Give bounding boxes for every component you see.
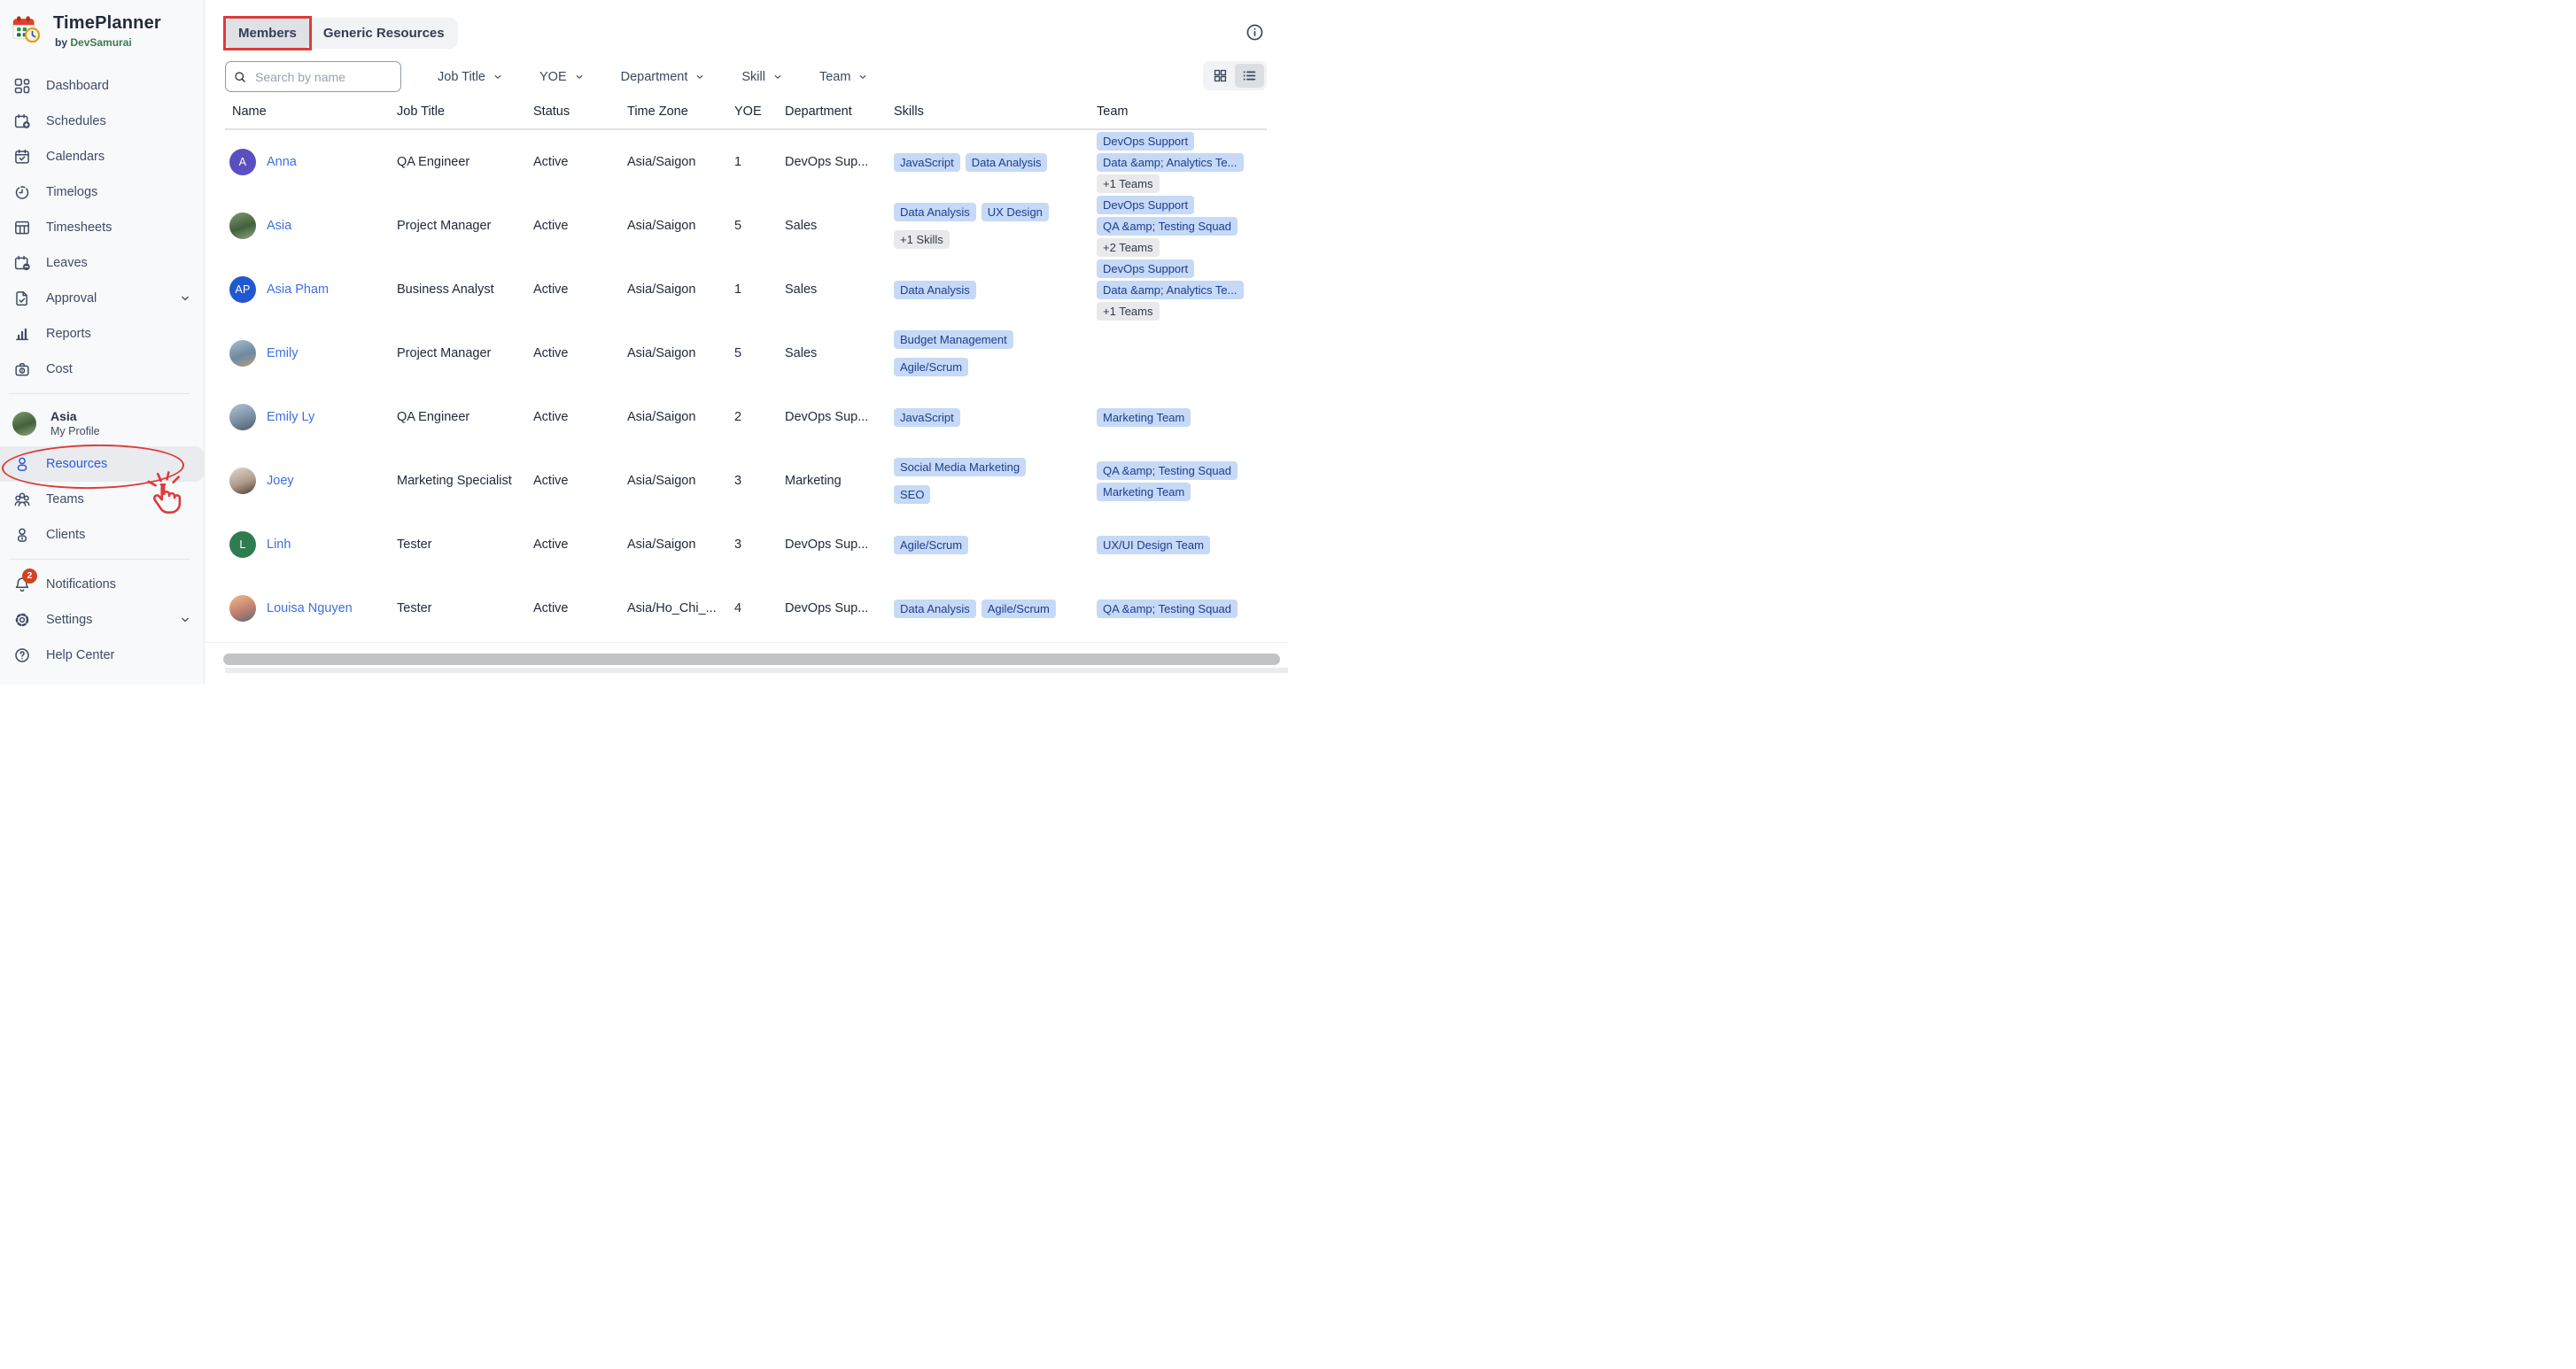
- column-header-job-title: Job Title: [397, 104, 445, 119]
- timeplanner-logo-icon: [12, 15, 40, 43]
- sidebar-item-label: Timesheets: [46, 220, 113, 235]
- sidebar-item-clients[interactable]: [0, 517, 204, 553]
- table-row: [225, 513, 1267, 576]
- sidebar-item-notifications[interactable]: [0, 567, 204, 602]
- name-cell: [225, 404, 397, 430]
- table-header-row: [225, 104, 1267, 130]
- filter-dropdown-skill[interactable]: [741, 70, 783, 84]
- time-zone-cell: Asia/Saigon: [627, 282, 696, 297]
- tag-chip: SEO: [894, 485, 930, 504]
- sidebar-nav-top: [0, 68, 204, 387]
- job-title-cell: Marketing Specialist: [397, 474, 512, 488]
- table-row: [225, 449, 1267, 513]
- tag-chip: Data Analysis: [894, 203, 976, 221]
- sidebar-item-settings[interactable]: [0, 602, 204, 638]
- table-row: [225, 194, 1267, 258]
- schedules-icon: [13, 112, 31, 130]
- sidebar-item-label: Leaves: [46, 256, 88, 270]
- table-row: [225, 576, 1267, 640]
- search-icon: [233, 70, 247, 84]
- job-title-cell: Tester: [397, 601, 432, 615]
- avatar: [229, 404, 256, 430]
- skills-cell: [894, 153, 1097, 172]
- tab-bar: [225, 18, 458, 49]
- job-title-cell: Business Analyst: [397, 282, 494, 297]
- brand-name: DevSamurai: [70, 36, 132, 49]
- profile-block[interactable]: [0, 400, 204, 446]
- tag-chip: JavaScript: [894, 153, 960, 172]
- member-name-link[interactable]: Joey: [267, 474, 294, 488]
- table-row: [225, 258, 1267, 321]
- avatar: L: [229, 531, 256, 558]
- filter-label: Department: [620, 69, 688, 84]
- sidebar-item-schedules[interactable]: [0, 104, 204, 139]
- filter-label: Team: [819, 69, 851, 84]
- tag-chip: Agile/Scrum: [894, 536, 968, 554]
- sidebar-item-reports[interactable]: [0, 316, 204, 352]
- table-row: [225, 321, 1267, 385]
- chevron-down-icon: [765, 72, 783, 82]
- more-chip[interactable]: +2 Teams: [1097, 238, 1160, 257]
- search-box: [225, 61, 401, 92]
- tag-chip: Data Analysis: [966, 153, 1048, 172]
- sidebar-item-label: Calendars: [46, 150, 105, 164]
- horizontal-scrollbar-thumb[interactable]: [223, 654, 1280, 665]
- avatar: [229, 340, 256, 367]
- tag-chip: QA &amp; Testing Squad: [1097, 217, 1238, 236]
- department-cell: Sales: [785, 346, 818, 360]
- sidebar-item-help-center[interactable]: [0, 638, 204, 673]
- column-header-time-zone: Time Zone: [627, 104, 688, 119]
- view-toggle: [1203, 61, 1267, 90]
- sidebar-divider: [9, 559, 190, 560]
- timelogs-icon: [13, 183, 31, 201]
- sidebar-item-label: Schedules: [46, 114, 106, 128]
- tag-chip: Budget Management: [894, 330, 1013, 349]
- dashboard-icon: [13, 77, 31, 95]
- teams-cell: [1097, 461, 1267, 501]
- tag-chip: UX/UI Design Team: [1097, 536, 1210, 554]
- member-name-link[interactable]: Emily Ly: [267, 410, 315, 424]
- tag-chip: JavaScript: [894, 408, 960, 427]
- yoe-cell: 5: [734, 346, 742, 360]
- filter-dropdown-team[interactable]: [819, 70, 868, 84]
- sidebar-item-timesheets[interactable]: [0, 210, 204, 245]
- sidebar-item-label: Notifications: [46, 577, 116, 592]
- column-header-status: Status: [533, 104, 570, 119]
- sidebar-item-label: Timelogs: [46, 185, 98, 199]
- list-view-icon: [1242, 68, 1257, 83]
- avatar: A: [229, 149, 256, 175]
- sidebar-item-label: Settings: [46, 613, 93, 627]
- status-cell: Active: [533, 601, 569, 615]
- tag-chip: DevOps Support: [1097, 259, 1194, 278]
- filter-label: YOE: [539, 69, 567, 84]
- grid-view-button[interactable]: [1206, 64, 1235, 88]
- department-cell: Sales: [785, 282, 818, 297]
- sidebar-item-resources[interactable]: [0, 446, 204, 482]
- yoe-cell: 5: [734, 219, 742, 233]
- table-row: [225, 130, 1267, 194]
- list-view-button[interactable]: [1235, 64, 1264, 88]
- filter-dropdown-job-title[interactable]: [438, 70, 503, 84]
- job-title-cell: QA Engineer: [397, 410, 470, 424]
- chevron-down-icon: [485, 72, 503, 82]
- main-content: [204, 0, 1288, 684]
- tag-chip: Marketing Team: [1097, 408, 1191, 427]
- tag-chip: Data Analysis: [894, 281, 976, 299]
- filter-label: Job Title: [438, 69, 485, 84]
- sidebar-item-label: Cost: [46, 362, 73, 376]
- notification-badge: 2: [22, 568, 37, 584]
- chevron-down-icon: [687, 72, 705, 82]
- cost-icon: [13, 360, 31, 378]
- yoe-cell: 1: [734, 155, 742, 169]
- tag-chip: Agile/Scrum: [982, 599, 1056, 618]
- department-cell: DevOps Sup...: [785, 410, 869, 424]
- time-zone-cell: Asia/Saigon: [627, 219, 696, 233]
- avatar: AP: [229, 276, 256, 303]
- chevron-down-icon: [179, 292, 191, 305]
- name-cell: [225, 531, 397, 558]
- more-chip[interactable]: +1 Skills: [894, 230, 950, 249]
- member-name-link[interactable]: Anna: [267, 155, 297, 169]
- status-cell: Active: [533, 346, 569, 360]
- calendars-icon: [13, 148, 31, 166]
- teams-icon: [13, 491, 31, 508]
- member-name-link[interactable]: Asia: [267, 219, 292, 233]
- teams-cell: [1097, 408, 1267, 427]
- member-name-link[interactable]: Linh: [267, 538, 291, 552]
- department-cell: Marketing: [785, 474, 842, 488]
- annotation-highlight-rect: [223, 16, 312, 50]
- avatar: [12, 412, 36, 436]
- tag-chip: DevOps Support: [1097, 132, 1194, 151]
- skills-cell: [894, 458, 1097, 504]
- department-cell: DevOps Sup...: [785, 538, 869, 552]
- job-title-cell: Tester: [397, 538, 432, 552]
- filter-dropdown-department[interactable]: [621, 70, 706, 84]
- tag-chip: DevOps Support: [1097, 196, 1194, 214]
- app-subtitle: by DevSamurai: [55, 36, 132, 49]
- yoe-cell: 4: [734, 601, 742, 615]
- sidebar-nav-bottom: [0, 567, 204, 673]
- approval-icon: [13, 290, 31, 307]
- sidebar-item-label: Approval: [46, 291, 97, 306]
- yoe-cell: 1: [734, 282, 742, 297]
- sidebar: [0, 0, 205, 684]
- sidebar-item-label: Clients: [46, 528, 86, 542]
- tag-chip: QA &amp; Testing Squad: [1097, 599, 1238, 618]
- filter-row: [225, 60, 1267, 93]
- sidebar-item-teams[interactable]: [0, 482, 204, 517]
- members-table: [225, 104, 1267, 640]
- name-cell: [225, 340, 397, 367]
- teams-cell: [1097, 599, 1267, 618]
- filter-label: Skill: [741, 69, 765, 84]
- timesheets-icon: [13, 219, 31, 236]
- table-bottom-separator: [204, 642, 1288, 643]
- resources-icon: [13, 455, 31, 473]
- sidebar-nav-middle: [0, 446, 204, 553]
- info-icon[interactable]: [1245, 22, 1265, 43]
- department-cell: DevOps Sup...: [785, 155, 869, 169]
- status-cell: Active: [533, 410, 569, 424]
- job-title-cell: Project Manager: [397, 346, 492, 360]
- app-title: TimePlanner: [53, 13, 161, 33]
- filter-dropdown-yoe[interactable]: [539, 70, 585, 84]
- member-name-link[interactable]: Louisa Nguyen: [267, 601, 353, 615]
- tag-chip: UX Design: [982, 203, 1049, 221]
- sidebar-item-dashboard[interactable]: [0, 68, 204, 104]
- tag-chip: Data Analysis: [894, 599, 976, 618]
- job-title-cell: QA Engineer: [397, 155, 470, 169]
- tag-chip: Agile/Scrum: [894, 358, 968, 376]
- name-cell: [225, 276, 397, 303]
- sidebar-item-approval[interactable]: [0, 281, 204, 316]
- horizontal-scrollbar-track: [225, 668, 1288, 673]
- tab-generic-resources[interactable]: Generic Resources: [322, 26, 445, 41]
- teams-cell: [1097, 132, 1267, 193]
- notifications-icon: [13, 570, 33, 593]
- skills-cell: [894, 536, 1097, 554]
- tag-chip: Social Media Marketing: [894, 458, 1026, 476]
- avatar: [229, 595, 256, 622]
- job-title-cell: Project Manager: [397, 219, 492, 233]
- time-zone-cell: Asia/Saigon: [627, 474, 696, 488]
- status-cell: Active: [533, 219, 569, 233]
- sidebar-item-label: Reports: [46, 327, 91, 341]
- name-cell: [225, 149, 397, 175]
- tag-chip: QA &amp; Testing Squad: [1097, 461, 1238, 480]
- member-name-link[interactable]: Asia Pham: [267, 282, 330, 297]
- reports-icon: [13, 325, 31, 343]
- name-cell: [225, 468, 397, 494]
- skills-cell: [894, 281, 1097, 299]
- skills-cell: [894, 330, 1097, 376]
- sidebar-item-timelogs[interactable]: [0, 174, 204, 210]
- settings-icon: [13, 611, 31, 629]
- clients-icon: [13, 526, 31, 544]
- more-chip[interactable]: +1 Teams: [1097, 302, 1160, 321]
- yoe-cell: 3: [734, 538, 742, 552]
- teams-cell: [1097, 536, 1267, 554]
- tag-chip: Marketing Team: [1097, 483, 1191, 501]
- profile-subtitle: My Profile: [50, 425, 100, 437]
- sidebar-divider: [9, 393, 190, 394]
- column-header-team: Team: [1097, 104, 1129, 119]
- status-cell: Active: [533, 474, 569, 488]
- search-input[interactable]: [253, 69, 393, 85]
- skills-cell: [894, 408, 1097, 427]
- sidebar-item-label: Dashboard: [46, 79, 109, 93]
- time-zone-cell: Asia/Saigon: [627, 410, 696, 424]
- app-logo: [0, 0, 204, 49]
- tab-members[interactable]: Members: [225, 18, 310, 49]
- sidebar-item-label: Teams: [46, 492, 84, 507]
- yoe-cell: 3: [734, 474, 742, 488]
- department-cell: DevOps Sup...: [785, 601, 869, 615]
- time-zone-cell: Asia/Ho_Chi_...: [627, 601, 717, 615]
- time-zone-cell: Asia/Saigon: [627, 346, 696, 360]
- skills-cell: [894, 599, 1097, 618]
- skills-cell: [894, 203, 1097, 249]
- avatar: [229, 213, 256, 239]
- teams-cell: [1097, 196, 1267, 257]
- member-name-link[interactable]: Emily: [267, 346, 299, 360]
- column-header-skills: Skills: [894, 104, 924, 119]
- sidebar-item-cost[interactable]: [0, 352, 204, 387]
- sidebar-item-label: Resources: [46, 457, 108, 471]
- table-row: [225, 385, 1267, 449]
- time-zone-cell: Asia/Saigon: [627, 538, 696, 552]
- sidebar-item-leaves[interactable]: [0, 245, 204, 281]
- status-cell: Active: [533, 282, 569, 297]
- column-header-department: Department: [785, 104, 852, 119]
- status-cell: Active: [533, 155, 569, 169]
- name-cell: [225, 213, 397, 239]
- column-header-name: Name: [232, 104, 267, 119]
- tag-chip: Data &amp; Analytics Te...: [1097, 281, 1244, 299]
- department-cell: Sales: [785, 219, 818, 233]
- avatar: [229, 468, 256, 494]
- chevron-down-icon: [179, 614, 191, 626]
- time-zone-cell: Asia/Saigon: [627, 155, 696, 169]
- profile-name: Asia: [50, 409, 77, 423]
- help-icon: [13, 646, 31, 664]
- sidebar-item-label: Help Center: [46, 648, 115, 662]
- name-cell: [225, 595, 397, 622]
- tag-chip: Data &amp; Analytics Te...: [1097, 153, 1244, 172]
- sidebar-item-calendars[interactable]: [0, 139, 204, 174]
- yoe-cell: 2: [734, 410, 742, 424]
- more-chip[interactable]: +1 Teams: [1097, 174, 1160, 193]
- grid-view-icon: [1213, 68, 1228, 83]
- chevron-down-icon: [850, 72, 868, 82]
- teams-cell: [1097, 259, 1267, 321]
- chevron-down-icon: [567, 72, 585, 82]
- status-cell: Active: [533, 538, 569, 552]
- column-header-yoe: YOE: [734, 104, 762, 119]
- leaves-icon: [13, 254, 31, 272]
